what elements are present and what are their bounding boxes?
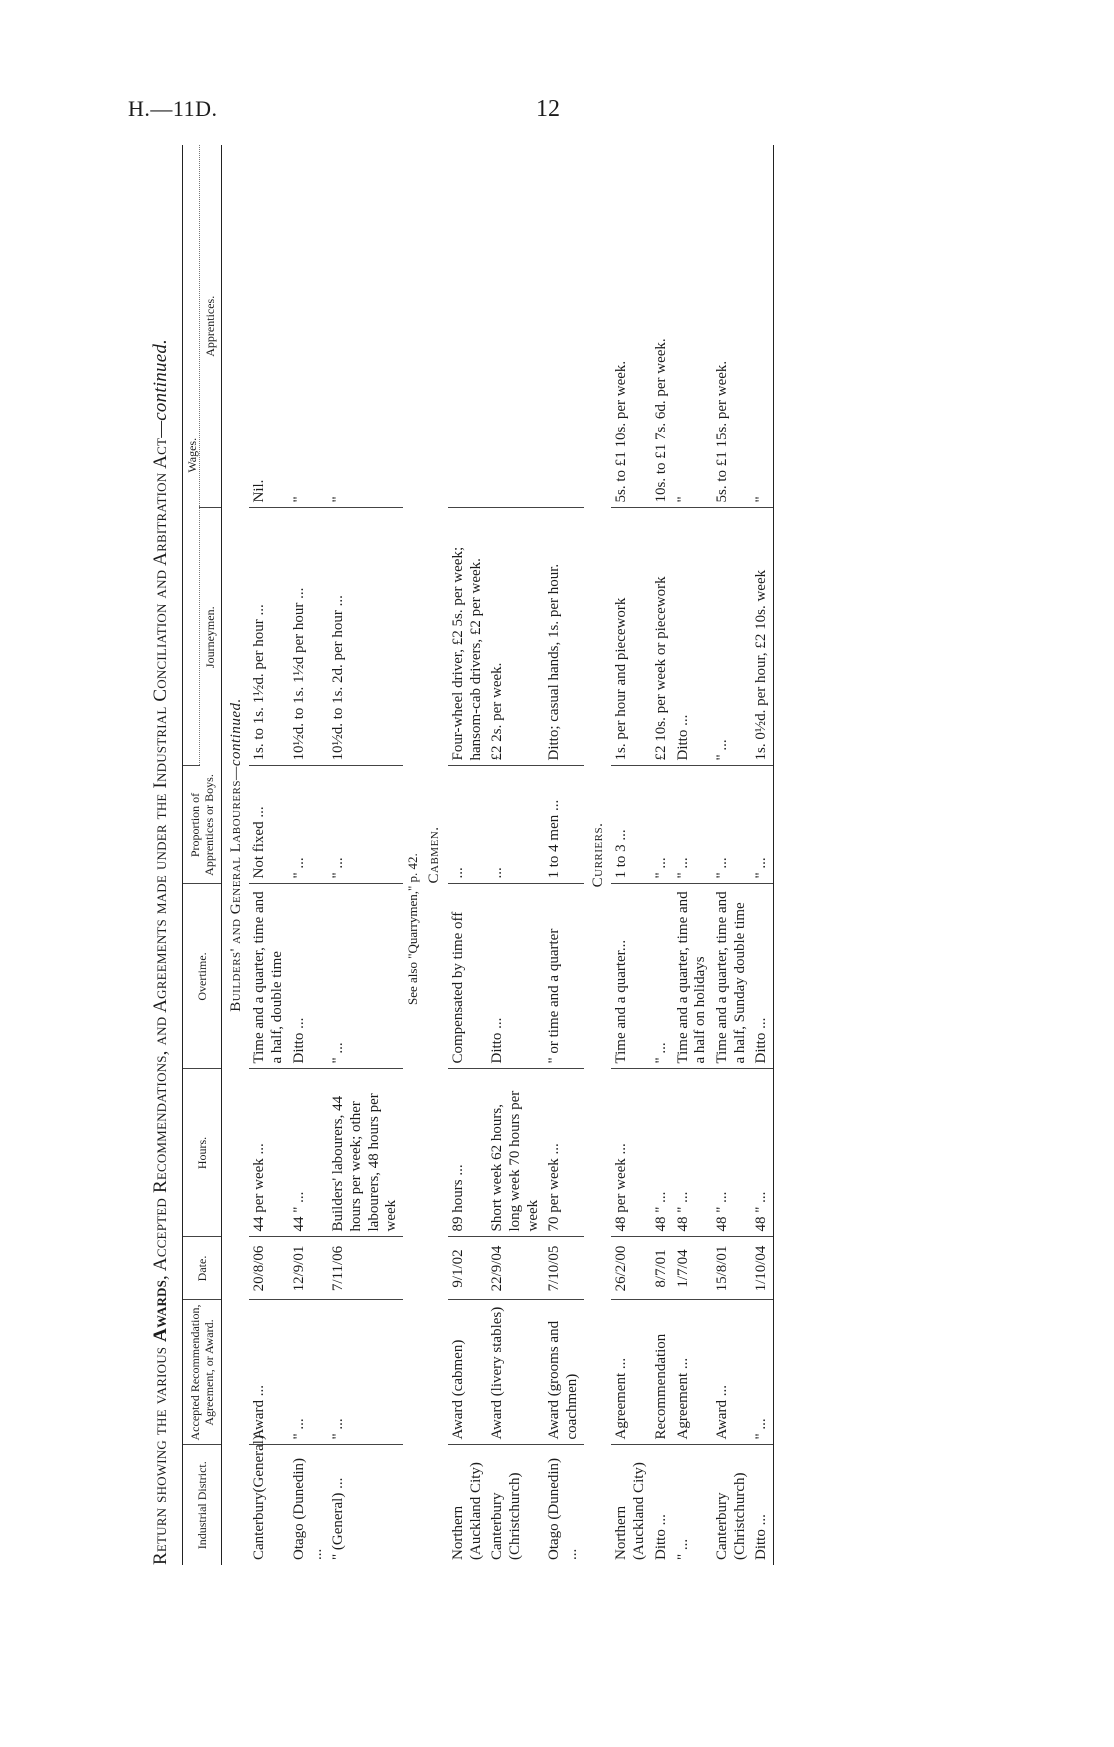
cell-hours: 48 " ... [651,1069,673,1237]
cell-accepted: " ... [289,1300,328,1445]
cell-hours: Short week 62 hours, long week 70 hours per week [487,1069,544,1237]
cell-proportion: " ... [751,766,773,884]
section-heading [584,145,612,1565]
cell-hours: 89 hours ... [448,1069,487,1237]
section-heading [420,145,448,1565]
cell-apprentices: " [751,145,773,508]
cell-proportion: " ... [328,766,403,884]
section-title: Cabmen. [426,826,443,884]
cell-journeymen: Ditto ... [673,508,712,766]
cell-accepted: Agreement ... [611,1300,650,1445]
cell-accepted: " ... [751,1300,773,1445]
cell-overtime: Ditto ... [751,884,773,1069]
table-row [751,145,773,1565]
cell-journeymen: 1s. per hour and piecework [611,508,650,766]
cell-journeymen: 10½d. to 1s. 1½d per hour ... [289,508,328,766]
cell-date: 1/10/04 [751,1237,773,1300]
cell-apprentices: " [673,145,712,508]
cell-district: Otago (Dunedin) ... [546,1457,581,1560]
cell-journeymen: Ditto; casual hands, 1s. per hour. [544,508,583,766]
cell-proportion: Not fixed ... [249,766,288,884]
cell-date: 1/7/04 [673,1237,712,1300]
cell-district: Otago (Dunedin) ... [290,1457,325,1560]
section-title: Curriers. [589,822,606,888]
cell-overtime: Time and a quarter... [611,884,650,1069]
cell-district: " (General) ... [330,1477,347,1560]
cell-date: 26/2/00 [611,1237,650,1300]
cell-accepted: Recommendation [651,1300,673,1445]
cell-journeymen: 1s. to 1s. 1½d. per hour ... [249,508,288,766]
cell-apprentices: " [289,145,328,508]
page-number: 12 [536,96,560,122]
cell-journeymen: Four-wheel driver, £2 5s. per week; hansom-cab drivers, £2 per week. [448,508,487,766]
table-title [150,145,176,1565]
cell-apprentices: 5s. to £1 10s. per week. [611,145,650,508]
table-row [544,145,583,1565]
cell-accepted: Award (livery stables) [487,1300,544,1445]
cell-overtime: " ... [651,884,673,1069]
cell-proportion: " ... [712,766,751,884]
header-apprentices: Apprentices. [200,145,221,508]
cell-date: 22/9/04 [487,1237,544,1300]
title-awards: Awards [150,1279,171,1342]
cell-overtime: Ditto ... [289,884,328,1069]
cell-proportion: " ... [651,766,673,884]
cell-district: Canterbury (Christchurch) [489,1472,524,1560]
cell-journeymen: £2 2s. per week. [487,508,544,766]
cell-overtime: Time and a quarter, time and a half on holidays [673,884,712,1069]
table-row [249,145,288,1565]
title-continued: —continued. [150,339,171,438]
cell-hours: Builders' labourers, 44 hours per week; other labourers, 48 hours per week [328,1069,403,1237]
cell-proportion: ... [448,766,487,884]
section-heading [221,145,249,1565]
cell-accepted: Award ... [249,1300,288,1445]
table-row [611,145,650,1565]
cell-journeymen: " ... [712,508,751,766]
cell-date: 7/10/05 [544,1237,583,1300]
header-accepted: Accepted Recommendation, Agreement, or Award. [183,1300,222,1445]
page-ref: H.—11D. [128,96,218,121]
cell-overtime: " ... [328,884,403,1069]
table-row [448,145,487,1565]
cell-accepted: Award (cabmen) [448,1300,487,1445]
see-also-note: See also "Quarrymen," p. 42. [404,853,420,1005]
table-row [673,145,712,1565]
cell-apprentices [544,145,583,508]
cell-journeymen: 1s. 0½d. per hour, £2 10s. week [751,508,773,766]
cell-overtime: Ditto ... [487,884,544,1069]
header-journeymen: Journeymen. [200,508,221,766]
awards-table [182,145,774,1565]
rotated-table-area [150,145,960,1565]
cell-date: 8/7/01 [651,1237,673,1300]
cell-overtime: Compensated by time off [448,884,487,1069]
header-row [183,145,200,1565]
title-part1: Return showing the various [150,1341,171,1565]
cell-proportion: " ... [673,766,712,884]
header-hours: Hours. [183,1069,222,1237]
table-row [651,145,673,1565]
cell-district: Canterbury(General) [251,1435,268,1560]
cell-date: 12/9/01 [289,1237,328,1300]
header-wages: Wages. [183,145,200,766]
note-row [403,145,420,1565]
cell-apprentices [487,145,544,508]
cell-overtime: " or time and a quarter [544,884,583,1069]
cell-hours: 44 per week ... [249,1069,288,1237]
header-district: Industrial District. [183,1445,222,1565]
table-row [712,145,751,1565]
cell-hours: 48 " ... [751,1069,773,1237]
section-continued: —continued. [227,698,244,780]
section-title: Builders' and General Labourers [227,779,244,1012]
title-part2: , Accepted Recommendations, and Agreements made under the Industrial Conciliation and Arbitration Act [150,437,171,1280]
cell-district: Ditto ... [652,1514,669,1560]
cell-proportion: " ... [289,766,328,884]
cell-overtime: Time and a quarter, time and a half, Sunday double time [712,884,751,1069]
cell-hours: 44 " ... [289,1069,328,1237]
cell-journeymen: £2 10s. per week or piecework [651,508,673,766]
table-row [289,145,328,1565]
cell-date: 20/8/06 [249,1237,288,1300]
cell-district: Northern (Auckland City) [613,1462,648,1560]
cell-district: Northern (Auckland City) [449,1462,484,1560]
cell-apprentices: 10s. to £1 7s. 6d. per week. [651,145,673,508]
cell-date: 15/8/01 [712,1237,751,1300]
cell-district: Canterbury (Christchurch) [713,1472,748,1560]
cell-district: " ... [674,1538,691,1560]
cell-apprentices: Nil. [249,145,288,508]
cell-hours: 48 " ... [673,1069,712,1237]
table-row [328,145,403,1565]
cell-date: 7/11/06 [328,1237,403,1300]
cell-district: Ditto ... [751,1445,773,1565]
cell-date: 9/1/02 [448,1237,487,1300]
cell-accepted: Award (grooms and coachmen) [544,1300,583,1445]
cell-overtime: Time and a quarter, time and a half, double time [249,884,288,1069]
header-overtime: Overtime. [183,884,222,1069]
cell-apprentices: 5s. to £1 15s. per week. [712,145,751,508]
cell-accepted: " ... [328,1300,403,1445]
cell-journeymen: 10½d. to 1s. 2d. per hour ... [328,508,403,766]
header-proportion: Proportion of Apprentices or Boys. [183,766,222,884]
cell-hours: 48 " ... [712,1069,751,1237]
cell-hours: 70 per week ... [544,1069,583,1237]
cell-proportion: ... [487,766,544,884]
cell-accepted: Award ... [712,1300,751,1445]
cell-proportion: 1 to 3 ... [611,766,650,884]
table-row [487,145,544,1565]
cell-hours: 48 per week ... [611,1069,650,1237]
cell-apprentices: " [328,145,403,508]
cell-proportion: 1 to 4 men ... [544,766,583,884]
cell-accepted: Agreement ... [673,1300,712,1445]
cell-apprentices [448,145,487,508]
header-date: Date. [183,1237,222,1300]
